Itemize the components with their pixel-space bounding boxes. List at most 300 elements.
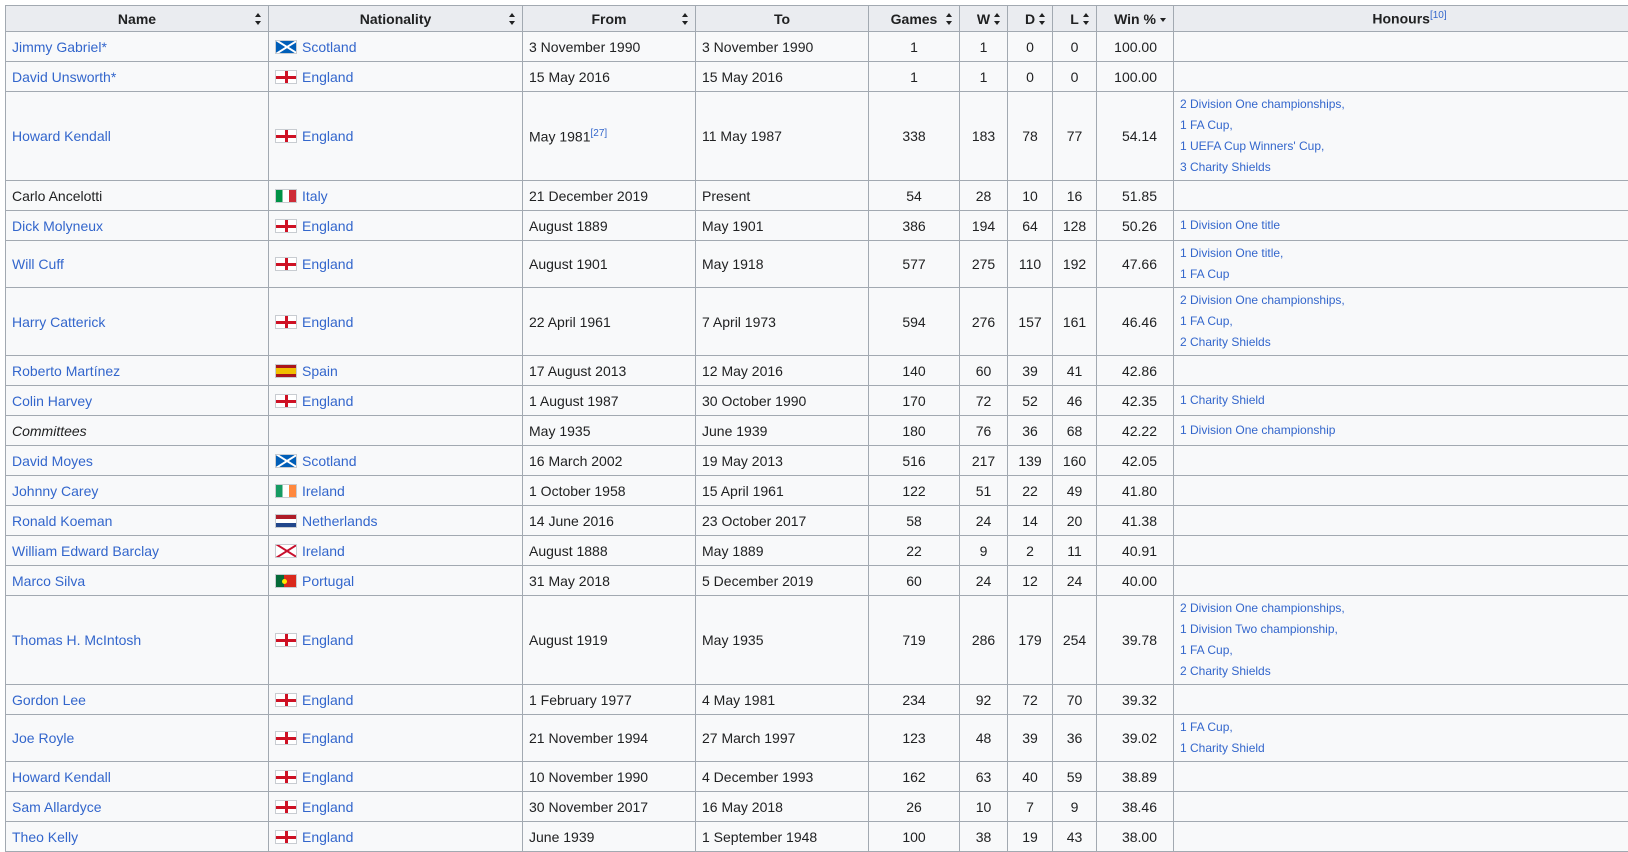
from-date: August 1901 xyxy=(529,256,608,272)
italy-flag[interactable] xyxy=(275,189,297,203)
honour-item[interactable]: 1 Division One title xyxy=(1180,215,1628,236)
to-date: 12 May 2016 xyxy=(702,363,783,379)
honour-item[interactable]: 1 FA Cup, xyxy=(1180,717,1628,738)
draws-cell: 139 xyxy=(1008,446,1053,476)
manager-name[interactable]: Sam Allardyce xyxy=(12,799,101,815)
wins-cell: 24 xyxy=(960,566,1008,596)
to-date: 5 December 2019 xyxy=(702,573,813,589)
honours-cell xyxy=(1174,62,1628,92)
win-percent-cell: 100.00 xyxy=(1097,32,1174,62)
england-flag[interactable] xyxy=(275,394,297,408)
manager-name-cell[interactable] xyxy=(6,386,269,416)
manager-name-cell[interactable] xyxy=(6,822,269,852)
losses-cell: 160 xyxy=(1053,446,1097,476)
to-date: May 1889 xyxy=(702,543,763,559)
manager-name[interactable]: Marco Silva xyxy=(12,573,85,589)
header-row xyxy=(6,6,1628,32)
losses-cell: 41 xyxy=(1053,356,1097,386)
to-cell xyxy=(696,211,869,241)
sort-icon[interactable] xyxy=(682,13,689,25)
to-date: 15 May 2016 xyxy=(702,69,783,85)
nationality-link[interactable]: England xyxy=(302,218,353,234)
wins-column-header[interactable]: W xyxy=(960,6,1008,32)
honours-cell xyxy=(1174,356,1628,386)
honours-cell xyxy=(1174,792,1628,822)
wins-cell: 286 xyxy=(960,596,1008,685)
saltire-flag[interactable] xyxy=(275,544,297,558)
honour-item[interactable]: 1 Charity Shield xyxy=(1180,738,1628,759)
losses-cell: 16 xyxy=(1053,181,1097,211)
from-date: 10 November 1990 xyxy=(529,769,648,785)
to-cell xyxy=(696,241,869,288)
honour-item[interactable]: 2 Division One championships, xyxy=(1180,94,1628,115)
losses-cell: 70 xyxy=(1053,685,1097,715)
table-row xyxy=(6,92,1628,181)
from-date: June 1939 xyxy=(529,829,594,845)
england-flag[interactable] xyxy=(275,219,297,233)
england-flag[interactable] xyxy=(275,731,297,745)
england-flag[interactable] xyxy=(275,315,297,329)
wins-cell: 28 xyxy=(960,181,1008,211)
losses-cell: 0 xyxy=(1053,32,1097,62)
games-cell: 122 xyxy=(869,476,960,506)
draws-column-header[interactable]: D xyxy=(1008,6,1053,32)
sort-icon[interactable] xyxy=(509,13,516,25)
honour-item[interactable]: 2 Charity Shields xyxy=(1180,332,1628,353)
wins-cell: 60 xyxy=(960,356,1008,386)
honour-item[interactable]: 1 FA Cup xyxy=(1180,264,1628,285)
games-cell: 123 xyxy=(869,715,960,762)
to-date: Present xyxy=(702,188,750,204)
games-cell: 577 xyxy=(869,241,960,288)
draws-cell: 12 xyxy=(1008,566,1053,596)
to-cell xyxy=(696,762,869,792)
win-percent-cell: 54.14 xyxy=(1097,92,1174,181)
honour-item[interactable]: 1 Division Two championship, xyxy=(1180,619,1628,640)
win-percent-cell: 40.00 xyxy=(1097,566,1174,596)
losses-cell: 36 xyxy=(1053,715,1097,762)
win-percent-column-header[interactable]: Win % xyxy=(1097,6,1174,32)
from-cell xyxy=(523,685,696,715)
from-column-header[interactable]: From xyxy=(523,6,696,32)
table-row xyxy=(6,792,1628,822)
manager-name-cell[interactable] xyxy=(6,506,269,536)
from-date: 17 August 2013 xyxy=(529,363,626,379)
wins-cell: 275 xyxy=(960,241,1008,288)
manager-name[interactable]: William Edward Barclay xyxy=(12,543,159,559)
wins-cell: 217 xyxy=(960,446,1008,476)
nationality-cell[interactable] xyxy=(269,822,523,852)
nationality-link[interactable]: England xyxy=(302,314,353,330)
table-row xyxy=(6,566,1628,596)
nationality-link[interactable]: England xyxy=(302,692,353,708)
manager-name-cell[interactable] xyxy=(6,211,269,241)
manager-name[interactable]: Gordon Lee xyxy=(12,692,86,708)
to-cell xyxy=(696,476,869,506)
wins-cell: 76 xyxy=(960,416,1008,446)
games-cell: 1 xyxy=(869,32,960,62)
from-cell xyxy=(523,536,696,566)
from-cell xyxy=(523,446,696,476)
wins-cell: 183 xyxy=(960,92,1008,181)
to-cell xyxy=(696,62,869,92)
nationality-link[interactable]: England xyxy=(302,829,353,845)
win-percent-cell: 51.85 xyxy=(1097,181,1174,211)
manager-name[interactable]: Johnny Carey xyxy=(12,483,98,499)
nationality-cell[interactable] xyxy=(269,476,523,506)
nationality-link[interactable]: Scotland xyxy=(302,453,356,469)
nationality-link[interactable]: England xyxy=(302,799,353,815)
from-cell xyxy=(523,32,696,62)
draws-cell: 22 xyxy=(1008,476,1053,506)
nationality-link[interactable]: England xyxy=(302,730,353,746)
manager-name[interactable]: Howard Kendall xyxy=(12,128,111,144)
nationality-cell[interactable] xyxy=(269,92,523,181)
sort-icon[interactable] xyxy=(255,13,262,25)
nationality-cell[interactable] xyxy=(269,356,523,386)
manager-name-cell[interactable] xyxy=(6,596,269,685)
england-flag[interactable] xyxy=(275,257,297,271)
honour-item[interactable]: 1 UEFA Cup Winners' Cup, xyxy=(1180,136,1628,157)
from-cell xyxy=(523,476,696,506)
to-date: June 1939 xyxy=(702,423,767,439)
draws-cell: 72 xyxy=(1008,685,1053,715)
losses-cell: 11 xyxy=(1053,536,1097,566)
to-date: 16 May 2018 xyxy=(702,799,783,815)
nationality-cell[interactable] xyxy=(269,32,523,62)
england-flag[interactable] xyxy=(275,830,297,844)
manager-name[interactable]: Colin Harvey xyxy=(12,393,92,409)
england-flag[interactable] xyxy=(275,770,297,784)
nationality-cell[interactable] xyxy=(269,241,523,288)
honours-cell xyxy=(1174,241,1628,288)
wins-cell: 48 xyxy=(960,715,1008,762)
honours-cell xyxy=(1174,92,1628,181)
honour-item[interactable]: 1 Division One title, xyxy=(1180,243,1628,264)
manager-name-cell[interactable] xyxy=(6,32,269,62)
manager-name[interactable]: Theo Kelly xyxy=(12,829,78,845)
nationality-link[interactable]: Spain xyxy=(302,363,338,379)
england-flag[interactable] xyxy=(275,693,297,707)
ireland-flag[interactable] xyxy=(275,484,297,498)
sort-icon[interactable] xyxy=(1039,13,1046,25)
from-date: August 1889 xyxy=(529,218,608,234)
nationality-cell[interactable] xyxy=(269,596,523,685)
games-column-header[interactable]: Games xyxy=(869,6,960,32)
to-cell xyxy=(696,386,869,416)
games-cell: 1 xyxy=(869,62,960,92)
honours-cell xyxy=(1174,446,1628,476)
wins-cell: 276 xyxy=(960,288,1008,356)
losses-cell: 49 xyxy=(1053,476,1097,506)
from-date: 31 May 2018 xyxy=(529,573,610,589)
england-flag[interactable] xyxy=(275,70,297,84)
losses-cell: 20 xyxy=(1053,506,1097,536)
draws-cell: 0 xyxy=(1008,62,1053,92)
from-date: 21 December 2019 xyxy=(529,188,648,204)
honours-cell xyxy=(1174,536,1628,566)
table-row xyxy=(6,446,1628,476)
nationality-cell[interactable] xyxy=(269,181,523,211)
table-row xyxy=(6,288,1628,356)
manager-name-cell[interactable] xyxy=(6,356,269,386)
nationality-cell[interactable] xyxy=(269,566,523,596)
losses-cell: 192 xyxy=(1053,241,1097,288)
losses-cell: 24 xyxy=(1053,566,1097,596)
draws-cell: 52 xyxy=(1008,386,1053,416)
to-cell xyxy=(696,92,869,181)
from-date: May 1935 xyxy=(529,423,590,439)
draws-cell: 39 xyxy=(1008,715,1053,762)
table-row xyxy=(6,685,1628,715)
to-cell xyxy=(696,715,869,762)
manager-name-cell[interactable] xyxy=(6,476,269,506)
manager-name[interactable]: Howard Kendall xyxy=(12,769,111,785)
draws-cell: 7 xyxy=(1008,792,1053,822)
to-cell xyxy=(696,536,869,566)
wins-cell: 92 xyxy=(960,685,1008,715)
to-date: 11 May 1987 xyxy=(702,128,782,144)
manager-name[interactable]: Thomas H. McIntosh xyxy=(12,632,141,648)
from-date: 1 February 1977 xyxy=(529,692,632,708)
manager-name[interactable]: Roberto Martínez xyxy=(12,363,120,379)
table-row xyxy=(6,596,1628,685)
win-percent-cell: 38.00 xyxy=(1097,822,1174,852)
to-date: 19 May 2013 xyxy=(702,453,783,469)
games-cell: 162 xyxy=(869,762,960,792)
games-cell: 234 xyxy=(869,685,960,715)
honour-item[interactable]: 2 Charity Shields xyxy=(1180,661,1628,682)
table-row xyxy=(6,32,1628,62)
nationality-link[interactable]: England xyxy=(302,769,353,785)
honours-cell xyxy=(1174,566,1628,596)
from-cell xyxy=(523,822,696,852)
manager-name-cell[interactable] xyxy=(6,62,269,92)
games-cell: 26 xyxy=(869,792,960,822)
honour-item[interactable]: 1 Division One championship xyxy=(1180,420,1628,441)
win-percent-cell: 42.35 xyxy=(1097,386,1174,416)
manager-name[interactable]: Harry Catterick xyxy=(12,314,105,330)
manager-name[interactable]: Ronald Koeman xyxy=(12,513,112,529)
losses-cell: 43 xyxy=(1053,822,1097,852)
losses-cell: 0 xyxy=(1053,62,1097,92)
win-percent-cell: 41.80 xyxy=(1097,476,1174,506)
to-date: 4 December 1993 xyxy=(702,769,813,785)
honours-column-header: Honours[10] xyxy=(1174,6,1628,32)
scotland-flag[interactable] xyxy=(275,454,297,468)
wins-cell: 51 xyxy=(960,476,1008,506)
nationality-link[interactable]: Portugal xyxy=(302,573,354,589)
manager-name-cell[interactable] xyxy=(6,536,269,566)
from-cell xyxy=(523,792,696,822)
nationality-cell[interactable] xyxy=(269,536,523,566)
nationality-column-header[interactable]: Nationality xyxy=(269,6,523,32)
england-flag[interactable] xyxy=(275,129,297,143)
losses-column-header[interactable]: L xyxy=(1053,6,1097,32)
to-cell xyxy=(696,566,869,596)
scotland-flag[interactable] xyxy=(275,40,297,54)
win-percent-cell: 39.02 xyxy=(1097,715,1174,762)
manager-name-cell[interactable] xyxy=(6,792,269,822)
table-row xyxy=(6,241,1628,288)
to-cell xyxy=(696,596,869,685)
games-cell: 170 xyxy=(869,386,960,416)
draws-cell: 39 xyxy=(1008,356,1053,386)
manager-name-cell[interactable] xyxy=(6,715,269,762)
table-row xyxy=(6,715,1628,762)
games-cell: 516 xyxy=(869,446,960,476)
to-date: May 1901 xyxy=(702,218,763,234)
wins-cell: 24 xyxy=(960,506,1008,536)
from-date: August 1888 xyxy=(529,543,608,559)
manager-name-cell[interactable] xyxy=(6,241,269,288)
manager-name-cell[interactable] xyxy=(6,446,269,476)
manager-name[interactable]: Joe Royle xyxy=(12,730,74,746)
honours-cell xyxy=(1174,416,1628,446)
win-percent-cell: 42.05 xyxy=(1097,446,1174,476)
to-date: 30 October 1990 xyxy=(702,393,806,409)
nationality-link[interactable]: Italy xyxy=(302,188,328,204)
nationality-cell[interactable] xyxy=(269,288,523,356)
sort-icon[interactable] xyxy=(994,13,1001,25)
honours-cell xyxy=(1174,506,1628,536)
to-cell xyxy=(696,792,869,822)
games-cell: 54 xyxy=(869,181,960,211)
manager-name-cell[interactable] xyxy=(6,92,269,181)
nationality-cell[interactable] xyxy=(269,762,523,792)
losses-cell: 9 xyxy=(1053,792,1097,822)
losses-cell: 161 xyxy=(1053,288,1097,356)
netherlands-flag[interactable] xyxy=(275,514,297,528)
nationality-link[interactable]: England xyxy=(302,632,353,648)
honours-cell xyxy=(1174,211,1628,241)
games-cell: 180 xyxy=(869,416,960,446)
wins-cell: 194 xyxy=(960,211,1008,241)
honour-item[interactable]: 1 FA Cup, xyxy=(1180,311,1628,332)
from-cell xyxy=(523,762,696,792)
nationality-cell[interactable] xyxy=(269,685,523,715)
to-date: 23 October 2017 xyxy=(702,513,806,529)
games-cell: 100 xyxy=(869,822,960,852)
from-date: 16 March 2002 xyxy=(529,453,622,469)
losses-cell: 128 xyxy=(1053,211,1097,241)
honours-cell xyxy=(1174,181,1628,211)
honour-item[interactable]: 2 Division One championships, xyxy=(1180,598,1628,619)
nationality-cell[interactable] xyxy=(269,211,523,241)
nationality-cell[interactable] xyxy=(269,792,523,822)
nationality-link[interactable]: Ireland xyxy=(302,483,345,499)
win-percent-cell: 42.22 xyxy=(1097,416,1174,446)
win-percent-cell: 38.89 xyxy=(1097,762,1174,792)
from-cell xyxy=(523,356,696,386)
to-cell xyxy=(696,446,869,476)
wins-cell: 38 xyxy=(960,822,1008,852)
losses-cell: 77 xyxy=(1053,92,1097,181)
sort-descending-icon[interactable] xyxy=(1160,13,1167,25)
wins-cell: 1 xyxy=(960,32,1008,62)
name-column-header[interactable]: Name xyxy=(6,6,269,32)
draws-cell: 157 xyxy=(1008,288,1053,356)
honour-item[interactable]: 2 Division One championships, xyxy=(1180,290,1628,311)
from-date: 30 November 2017 xyxy=(529,799,648,815)
nationality-cell[interactable] xyxy=(269,62,523,92)
england-flag[interactable] xyxy=(275,633,297,647)
nationality-link[interactable]: Netherlands xyxy=(302,513,378,529)
nationality-cell[interactable] xyxy=(269,446,523,476)
games-cell: 60 xyxy=(869,566,960,596)
england-flag[interactable] xyxy=(275,800,297,814)
draws-cell: 0 xyxy=(1008,32,1053,62)
to-cell xyxy=(696,356,869,386)
spain-flag[interactable] xyxy=(275,364,297,378)
manager-name: Carlo Ancelotti xyxy=(12,188,102,204)
nationality-link[interactable]: Ireland xyxy=(302,543,345,559)
manager-name-cell[interactable] xyxy=(6,288,269,356)
nationality-cell[interactable] xyxy=(269,715,523,762)
win-percent-cell: 40.91 xyxy=(1097,536,1174,566)
table-row xyxy=(6,416,1628,446)
manager-name-cell[interactable] xyxy=(6,566,269,596)
win-percent-cell: 46.46 xyxy=(1097,288,1174,356)
nationality-cell[interactable] xyxy=(269,506,523,536)
losses-cell: 254 xyxy=(1053,596,1097,685)
honours-cell xyxy=(1174,715,1628,762)
losses-cell: 46 xyxy=(1053,386,1097,416)
sort-icon[interactable] xyxy=(946,13,953,25)
draws-cell: 14 xyxy=(1008,506,1053,536)
from-cell xyxy=(523,715,696,762)
games-cell: 22 xyxy=(869,536,960,566)
nationality-link[interactable]: Scotland xyxy=(302,39,356,55)
to-cell xyxy=(696,506,869,536)
nationality-link[interactable]: England xyxy=(302,69,353,85)
managers-table xyxy=(5,5,1628,852)
reference-link[interactable]: [27] xyxy=(590,128,607,139)
win-percent-cell: 38.46 xyxy=(1097,792,1174,822)
from-date: 15 May 2016 xyxy=(529,69,610,85)
honours-cell xyxy=(1174,596,1628,685)
sort-icon[interactable] xyxy=(1083,13,1090,25)
manager-name[interactable]: Dick Molyneux xyxy=(12,218,103,234)
honour-item[interactable]: 1 Charity Shield xyxy=(1180,390,1628,411)
games-cell: 140 xyxy=(869,356,960,386)
nationality-link[interactable]: England xyxy=(302,256,353,272)
manager-name-cell[interactable] xyxy=(6,762,269,792)
honour-item[interactable]: 3 Charity Shields xyxy=(1180,157,1628,178)
table-row xyxy=(6,386,1628,416)
honours-cell xyxy=(1174,476,1628,506)
win-percent-cell: 100.00 xyxy=(1097,62,1174,92)
to-date: 27 March 1997 xyxy=(702,730,795,746)
to-date: 7 April 1973 xyxy=(702,314,776,330)
portugal-flag[interactable] xyxy=(275,574,297,588)
nationality-cell[interactable] xyxy=(269,386,523,416)
manager-name-cell[interactable] xyxy=(6,685,269,715)
honour-item[interactable]: 1 FA Cup, xyxy=(1180,640,1628,661)
honours-reference-link[interactable]: [10] xyxy=(1430,10,1447,21)
manager-name[interactable]: Jimmy Gabriel* xyxy=(12,39,107,55)
table-row xyxy=(6,822,1628,852)
table-row xyxy=(6,211,1628,241)
wins-cell: 1 xyxy=(960,62,1008,92)
honour-item[interactable]: 1 FA Cup, xyxy=(1180,115,1628,136)
manager-name[interactable]: David Unsworth* xyxy=(12,69,116,85)
nationality-link[interactable]: England xyxy=(302,393,353,409)
nationality-link[interactable]: England xyxy=(302,128,353,144)
to-cell xyxy=(696,288,869,356)
manager-name[interactable]: Will Cuff xyxy=(12,256,64,272)
manager-name[interactable]: David Moyes xyxy=(12,453,93,469)
